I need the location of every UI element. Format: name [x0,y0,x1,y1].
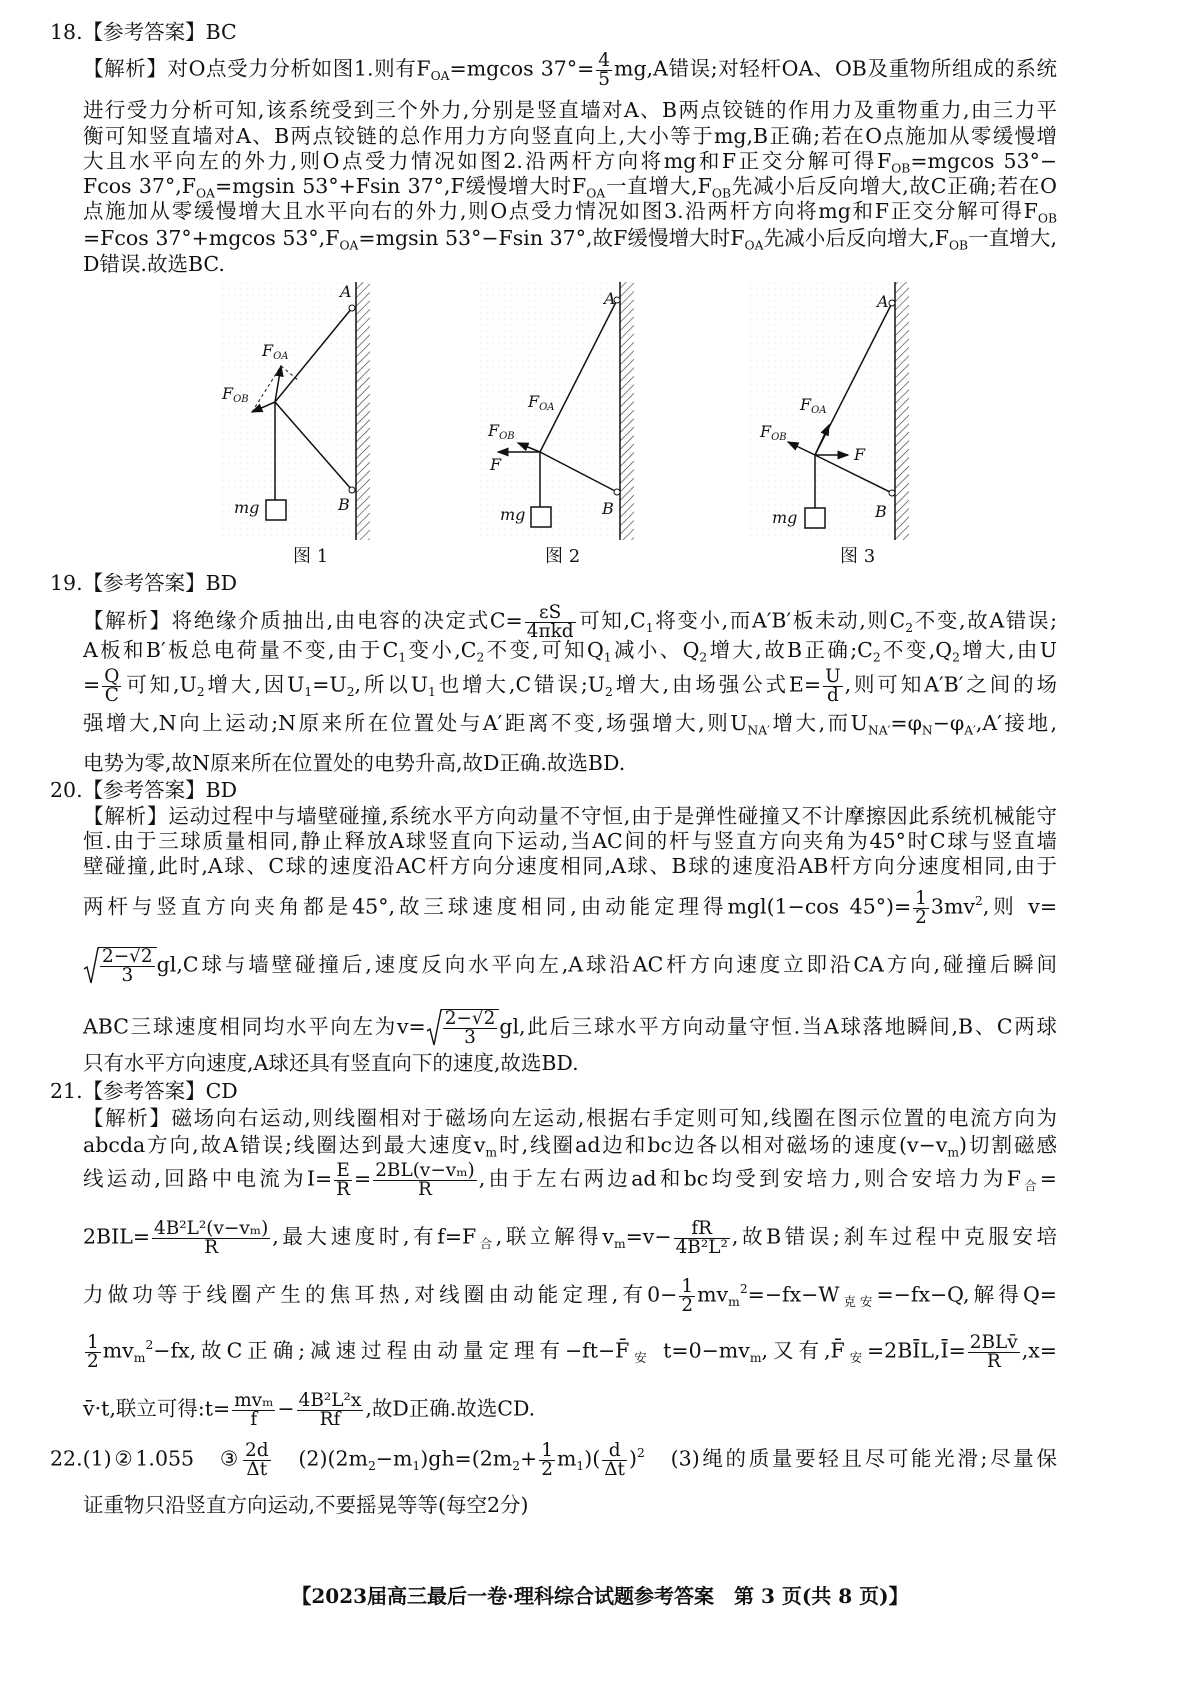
subscript: m [133,1350,146,1365]
text-run: 20.【参考答案】BD [50,778,238,802]
label-fob: FOB [488,421,515,442]
subscript: OA [586,186,606,201]
label-f: F [854,445,866,464]
text-run: 【解析】对O点受力分析如图1.则有F [83,56,431,81]
text-run: ,A′接地, [975,711,1057,735]
text-run: m [556,1446,577,1471]
question-header [50,1078,1024,1104]
text-run: =mgsin 53°+Fsin 37°,F缓慢增大时F [214,174,587,198]
figure-caption: 图 2 [545,546,581,567]
text-run: mg,A错误;对轻杆OA、OB及重物所组成的系统 [614,56,1057,81]
subscript: 2 [346,684,355,699]
denominator: 2 [541,1458,553,1480]
text-run: (3)绳的质量要轻且尽可能光滑;尽量保 [644,1446,1057,1471]
subscript: m [749,1350,762,1365]
text-run: =U [312,672,347,697]
subscript: 安 [629,1350,652,1365]
denominator: R [418,1178,432,1200]
numerator: 4B²L²x [298,1389,362,1411]
text-run: abcda方向,故A错误;线圈达到最大速度v [83,1133,486,1157]
text-run: ,又有,F̄ [761,1338,845,1363]
denominator: 3 [464,1027,476,1048]
numerator: 1 [541,1439,553,1461]
text-run: 一直增大,F [605,174,712,198]
text-run: ,故D正确.故选CD. [365,1396,536,1421]
answer-line [83,665,1057,706]
fraction [539,1439,555,1480]
answer-line [83,1275,1057,1316]
weight-box [266,500,286,520]
subscript: OA [744,238,764,253]
answer-line [83,947,1057,985]
square-root [83,947,157,985]
text-run: 2BIL= [83,1224,150,1249]
denominator: R [204,1236,219,1258]
answer-line [83,1105,1057,1131]
text-run: 两杆与竖直方向夹角都是45°,故三球速度相同,由动能定理得mgl(1−cos 45°)= [83,894,912,919]
subscript: 2 [367,1458,376,1473]
text-run: 恒.由于三球质量相同,静止释放A球竖直向下运动,当AC间的杆与竖直方向夹角为45°时C球与竖直墙 [83,829,1057,853]
subscript: 2 [905,620,914,635]
subscript: OB [1037,211,1057,226]
numerator: E [334,1162,352,1181]
denominator: 3 [121,965,134,986]
text-run: 变小,C [406,638,477,662]
denominator: 2 [681,1294,694,1316]
label-b: B [875,502,887,521]
question-header [50,1439,1057,1480]
text-run: =φ [890,711,922,735]
numerator: mvₘ [234,1389,274,1411]
numerator: 2BL(v−vₘ) [375,1159,475,1181]
text-run: = [354,1166,372,1191]
text-run: 【解析】运动过程中与墙壁碰撞,系统水平方向动量不守恒,由于是弹性碰撞又不计摩擦因此系统机械能守 [83,804,1057,828]
text-run: )( [584,1446,601,1471]
subscript: 1 [412,1458,421,1473]
text-run: −m [375,1446,413,1471]
fraction [85,1331,101,1372]
text-run: t=0−mv [651,1338,750,1363]
fraction [334,1159,352,1200]
text-run: =mgcos 37°= [449,56,595,81]
fraction [373,1159,477,1200]
text-run: =mgcos 53°− [910,149,1057,173]
text-run: mv [697,1282,729,1307]
text-run: 电势为零,故N原来所在位置处的电势升高,故D正确.故选BD. [83,751,626,775]
answer-line [83,803,1057,829]
text-run: 大且水平向左的外力,则O点受力情况如图2.沿两杆方向将mg和F正交分解可得F [83,149,892,173]
denominator: 2 [87,1350,99,1372]
text-run: 可知,U [123,672,197,697]
text-run: gl,C球与墙壁碰撞后,速度反向水平向左,A球沿AC杆方向速度立即沿CA方向,碰撞后瞬间 [156,952,1057,977]
text-run: 只有水平方向速度,A球还具有竖直向下的速度,故选BD. [83,1051,579,1075]
text-run: =mgsin 53°−Fsin 37°,故F缓慢增大时F [358,226,745,250]
numerator: 1 [681,1275,694,1297]
denominator: R [986,1350,1001,1372]
fraction [102,665,121,706]
text-run: ,由于左右两边ad和bc均受到安培力,则合安培力为F [478,1166,1021,1191]
subscript: NA′ [747,723,770,738]
subscript: A′ [964,723,976,738]
subscript: 2 [476,650,485,665]
answer-line [83,1217,1057,1258]
label-foa: FOA [800,395,827,416]
text-run: −φ [932,711,965,735]
label-mg: mg [772,508,798,527]
radicand [441,1009,500,1046]
text-run: 18.【参考答案】BC [50,20,237,44]
text-run: ,故B错误;刹车过程中克服安培 [731,1224,1057,1249]
label-a: A [877,292,889,311]
label-a: A [340,282,352,301]
subscript: NA′ [867,723,891,738]
numerator: Q [104,665,120,687]
answer-line [83,1492,1057,1518]
numerator: d [602,1442,627,1461]
superscript: 2 [636,1445,645,1460]
text-run: 3mv [930,894,975,919]
denominator: 2 [915,906,927,928]
text-run: gl,此后三球水平方向动量守恒.当A球落地瞬间,B、C两球 [499,1014,1057,1039]
subscript: OB [948,238,969,253]
text-run: + [520,1446,538,1471]
fraction [297,1389,364,1430]
text-run: 增大,而U [769,711,868,735]
text-run: 也增大,C错误;U [435,672,606,697]
label-foa: FOA [262,341,289,362]
fraction [152,1217,270,1258]
subscript: m [485,1145,498,1160]
fraction [674,1217,730,1258]
denominator: C [104,684,119,706]
text-run: 22.(1)②1.055 ③ [50,1446,241,1471]
subscript: m [728,1294,740,1309]
numerator: 2BLv̄ [969,1331,1018,1353]
fraction [525,601,576,642]
denominator: d [826,684,839,706]
answer-line [83,1331,1057,1372]
text-run: D错误.故选BC. [83,252,225,276]
answer-line [83,710,1057,736]
denominator: 4B²L² [675,1236,728,1258]
subscript: 1 [428,684,436,699]
text-run: mv [102,1338,134,1363]
answer-line [83,601,1058,642]
text-run: 时,线圈ad边和bc边各以相对磁场的速度(v−v [497,1133,948,1157]
text-run: 先减小后反向增大,F [763,226,949,250]
denominator: Rf [319,1408,341,1430]
text-run: ,最大速度时,有f=F [272,1224,477,1249]
subscript: 2 [605,684,613,699]
subscript: 合 [476,1236,496,1251]
text-run: =2BĪL,Ī= [866,1338,966,1363]
fraction [443,1010,498,1046]
subscript: 1 [304,684,313,699]
answer-line [83,1009,1057,1047]
subscript: 安 [844,1350,867,1365]
square-root [426,1009,500,1047]
subscript: 1 [645,620,654,635]
denominator: 5 [598,68,610,90]
text-run: 19.【参考答案】BD [50,571,238,595]
subscript: 1 [603,650,612,665]
text-run: ,x= [1021,1338,1057,1363]
label-mg: mg [234,498,260,517]
denominator: Δt [604,1458,625,1480]
answer-line [83,853,1057,879]
denominator: R [336,1178,351,1200]
text-run: 不变,Q [880,638,953,662]
text-run: ) [628,1446,637,1471]
text-run: 减小、Q [611,638,700,662]
text-run: )切割磁感 [959,1133,1057,1157]
text-run: =Fcos 37°+mgcos 53°,F [83,226,340,250]
text-run: − [277,1396,295,1421]
text-run: 【解析】将绝缘介质抽出,由电容的决定式C= [83,608,523,633]
text-run: 证重物只沿竖直方向运动,不要摇晃等等(每空2分) [83,1493,529,1517]
question-header [50,777,1024,803]
text-run: 增大,因U [204,672,305,697]
radical-sign-icon [426,1009,442,1047]
text-run: 先减小后反向增大,故C正确;若在O [731,174,1057,198]
figure-caption: 图 1 [293,546,329,567]
text-run: 增大,由U [959,638,1058,662]
force-diagrams [0,0,1200,600]
subscript: 合 [1020,1178,1040,1193]
numerator: 4 [598,49,610,71]
text-run: ,所以U [354,672,429,697]
text-run: 不变,可知Q [484,638,604,662]
text-run: = [1039,1166,1057,1191]
answer-line [83,1159,1057,1200]
figure-3 [750,282,909,567]
text-run: = [83,672,101,697]
label-f: F [490,455,502,474]
radical-sign-icon [83,947,99,985]
superscript: 2 [739,1281,748,1296]
text-run: 一直增大, [968,226,1057,250]
label-b: B [338,495,350,514]
subscript: m [947,1145,959,1160]
text-run: 增大,由场强公式E= [612,672,822,697]
figure-2 [478,282,634,567]
text-run: ,则 v= [982,894,1058,919]
text-run: (2)(2m [272,1446,368,1471]
radicand [98,947,157,984]
subscript: 2 [699,650,708,665]
label-fob: FOB [760,422,787,443]
text-run: 将变小,而A′B′板未动,则C [653,608,906,633]
fraction [823,665,843,706]
numerator: 2−√2 [444,1008,496,1030]
answer-line [83,887,1058,928]
figure-1 [218,282,370,567]
subscript: OB [891,161,911,176]
answer-line [83,637,1057,663]
label-fob: FOB [222,384,249,405]
answer-line [83,1389,1057,1430]
fraction [679,1275,695,1316]
subscript: 2 [512,1458,521,1473]
text-run: )gh=(2m [420,1446,513,1471]
subscript: 1 [398,650,407,665]
subscript: 2 [196,684,205,699]
text-run: 可知,C [577,608,646,633]
text-run: 强增大,N向上运动;N原来所在位置处与A′距离不变,场强增大,则U [83,711,748,735]
subscript: 2 [952,650,960,665]
subscript: OA [430,68,450,83]
figure-caption: 图 3 [840,546,876,567]
denominator: 4πkd [526,620,574,642]
numerator: U [825,665,841,687]
subscript: 1 [576,1458,585,1473]
page-footer: 【2023届高三最后一卷·理科综合试题参考答案 第 3 页(共 8 页)】 [291,1584,909,1608]
text-run: =v− [625,1224,672,1249]
numerator: 2−√2 [102,946,153,968]
numerator: 4B²L²(v−vₘ) [154,1217,269,1239]
answer-line [83,828,1057,854]
text-run: =−fx−Q,解得Q= [876,1282,1057,1307]
text-run: 衡可知竖直墙对A、B两点铰链的总作用力方向竖直向上,大小等于mg,B正确;若在O点施加从零缓慢增 [83,124,1057,148]
subscript: m [613,1236,626,1251]
numerator: 1 [87,1331,99,1353]
numerator: fR [674,1220,730,1239]
superscript: 2 [145,1337,154,1352]
text-run: v̄·t,联立可得:t= [83,1396,231,1421]
text-run: 力做功等于线圈产生的焦耳热,对线圈由动能定理,有0− [83,1282,678,1307]
text-run: 【解析】磁场向右运动,则线圈相对于磁场向左运动,根据右手定则可知,线圈在图示位置的电流方向为 [83,1106,1057,1130]
superscript: 2 [974,893,983,908]
label-a: A [604,289,616,308]
denominator: Δt [246,1458,268,1480]
fraction [243,1439,271,1480]
subscript: N [921,723,933,738]
fraction [968,1331,1020,1372]
fraction [913,887,929,928]
text-run: ABC三球速度相同均水平向左为v= [83,1014,426,1039]
text-run: 进行受力分析可知,该系统受到三个外力,分别是竖直墙对A、B两点铰链的作用力及重物重力,由三力平 [83,98,1057,122]
text-run: ,则可知A′B′之间的场 [844,672,1057,697]
subscript: 克安 [839,1294,877,1309]
fraction [602,1439,627,1480]
answer-line [83,750,1057,776]
text-run: 线运动,回路中电流为I= [83,1166,333,1191]
numerator: εS [525,604,576,623]
text-run: 点施加从零缓慢增大且水平向右的外力,则O点受力情况如图3.沿两杆方向将mg和F正交分解可得F [83,199,1038,223]
fraction [232,1389,275,1430]
denominator: f [250,1408,258,1430]
text-run: =−fx−W [747,1282,840,1307]
label-foa: FOA [528,392,555,413]
subscript: OB [711,186,732,201]
text-run: ,联立解得v [495,1224,614,1249]
text-run: A板和B′板总电荷量不变,由于C [83,638,399,662]
label-b: B [602,499,614,518]
subscript: OA [195,186,215,201]
text-run: Fcos 37°,F [83,174,196,198]
subscript: OA [339,238,359,253]
answer-line [83,1050,1057,1076]
subscript: 2 [872,650,881,665]
label-mg: mg [500,505,526,524]
numerator: 2d [245,1439,269,1461]
text-run: 壁碰撞,此时,A球、C球的速度沿AC杆方向分速度相同,A球、B球的速度沿AB杆方向分速度相同,由于 [83,854,1057,878]
text-run: 21.【参考答案】CD [50,1079,238,1103]
answer-line [83,1132,1057,1158]
text-run: 增大,故B正确;C [707,638,873,662]
fraction [100,948,155,984]
numerator: 1 [915,887,927,909]
text-run: 不变,故A错误; [913,608,1058,633]
text-run: −fx,故C正确;减速过程由动量定理有−ft−F̄ [153,1338,630,1363]
